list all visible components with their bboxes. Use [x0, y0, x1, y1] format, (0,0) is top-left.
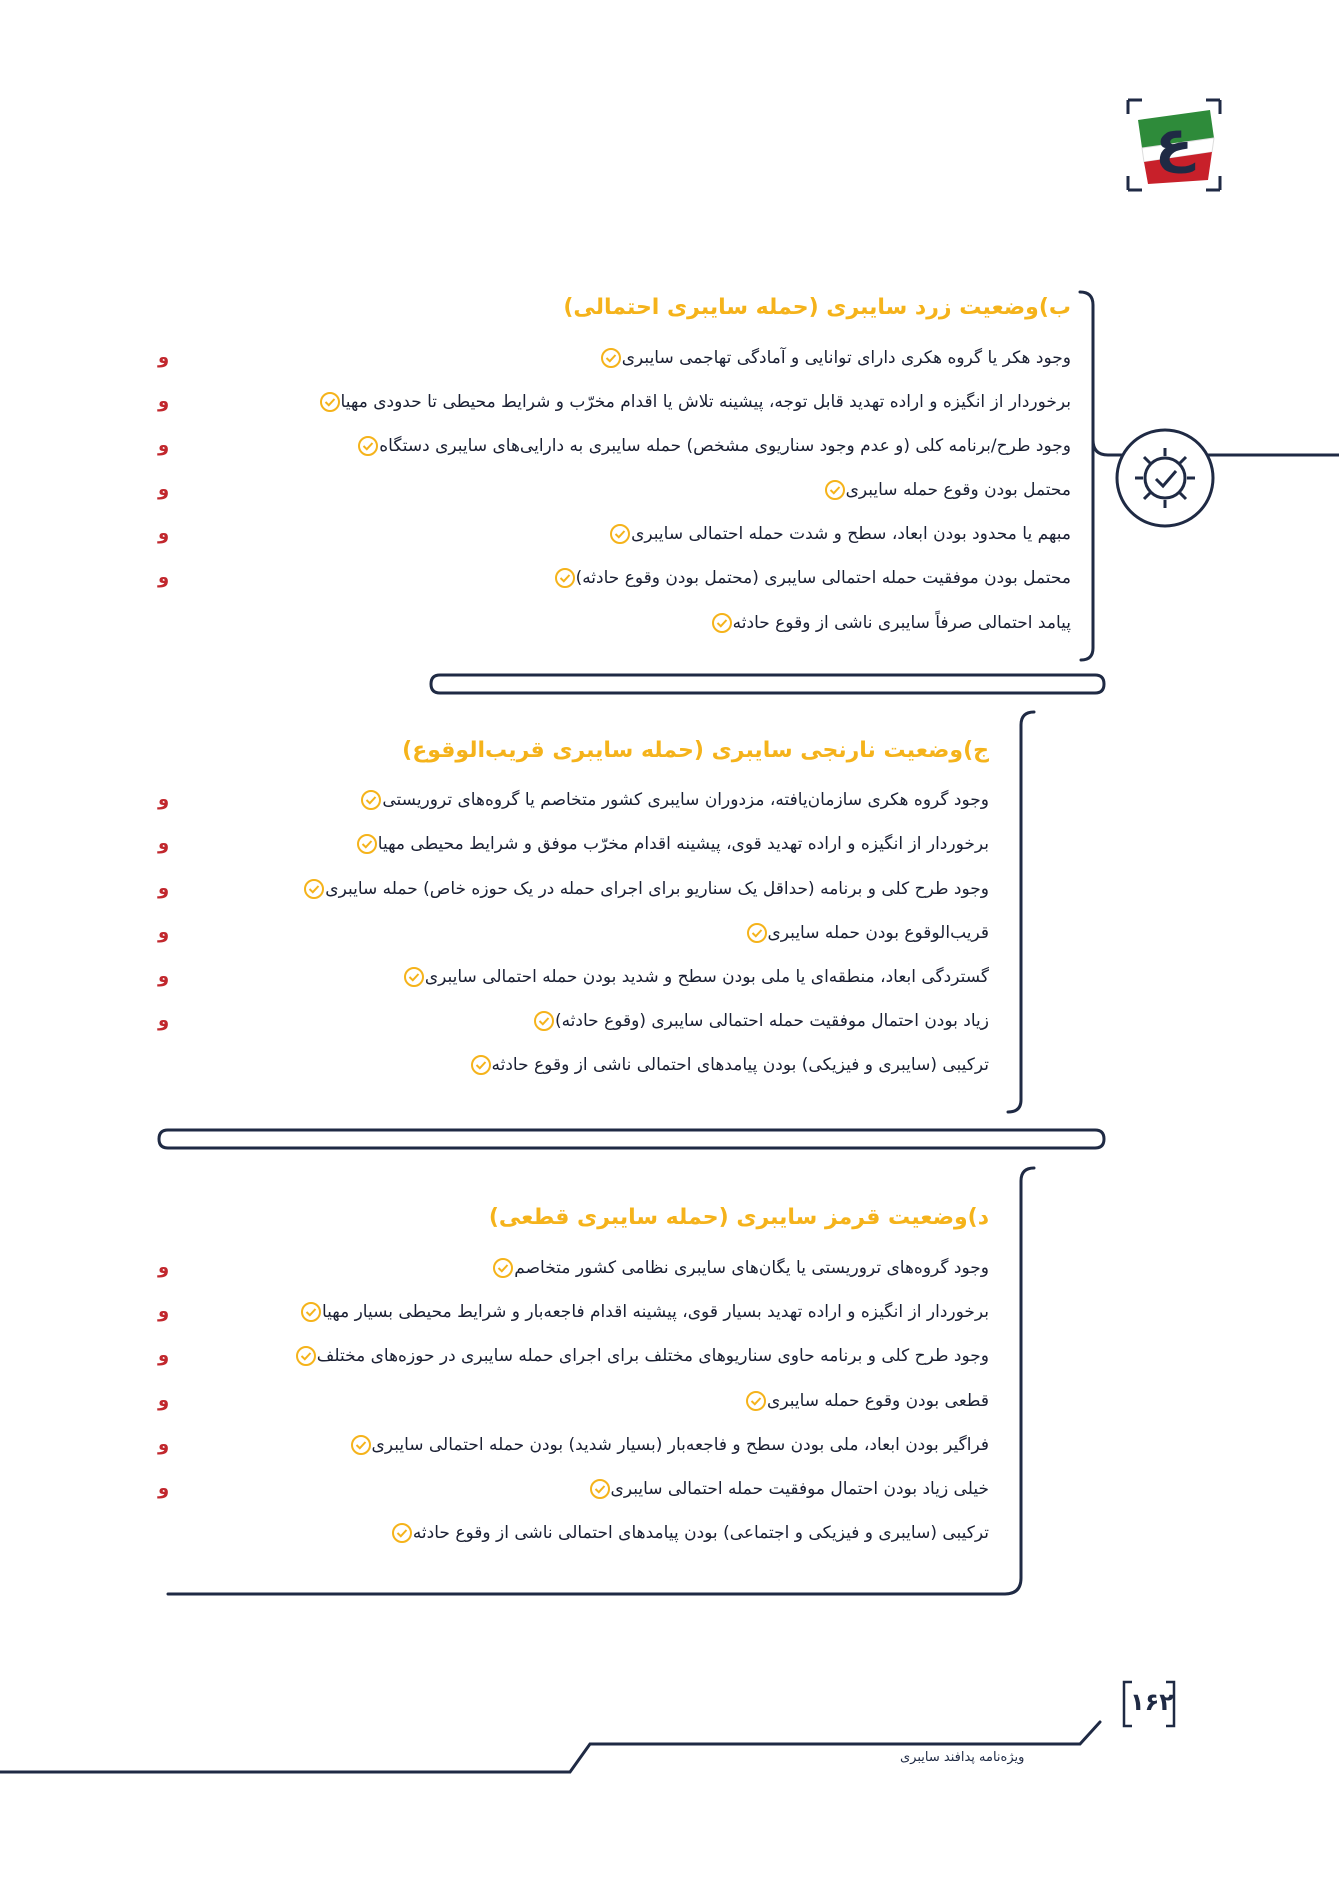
conjunction-label: و: [158, 789, 170, 810]
check-circle-icon: [360, 789, 382, 811]
conjunction-label: و: [158, 479, 170, 500]
list-item: برخوردار از انگیزه و اراده تهدید بسیار قوی، پیشینه اقدام فاجعه‌بار و شرایط محیطی بسیار مهیا: [290, 1297, 989, 1327]
list-item: وجود گروه هکری سازمان‌یافته، مزدوران سایبری کشور متخاصم یا گروه‌های تروریستی: [350, 785, 989, 815]
conjunction-label: و: [158, 1345, 170, 1366]
conjunction-label: و: [158, 1390, 170, 1411]
section-yellow-title: ب)وضعیت زرد سایبری (حمله سایبری احتمالی): [563, 295, 1071, 320]
list-item: پیامد احتمالی صرفاً سایبری ناشی از وقوع حادثه: [701, 608, 1071, 638]
check-circle-icon: [609, 523, 631, 545]
ghain-flag-logo-icon: [1128, 100, 1220, 190]
check-circle-icon: [554, 567, 576, 589]
list-item: محتمل بودن وقوع حمله سایبری: [814, 475, 1071, 505]
conjunction-label: و: [158, 1010, 170, 1031]
check-circle-icon: [824, 479, 846, 501]
list-item: خیلی زیاد بودن احتمال موفقیت حمله احتمالی سایبری: [579, 1474, 989, 1504]
list-item: مبهم یا محدود بودن ابعاد، سطح و شدت حمله احتمالی سایبری: [599, 519, 1071, 549]
conjunction-label: و: [158, 523, 170, 544]
check-circle-icon: [745, 1390, 767, 1412]
conjunction-label: و: [158, 1434, 170, 1455]
conjunction-label: و: [158, 966, 170, 987]
conjunction-label: و: [158, 435, 170, 456]
list-item: گستردگی ابعاد، منطقه‌ای یا ملی بودن سطح و شدید بودن حمله احتمالی سایبری: [393, 962, 989, 992]
list-item: برخوردار از انگیزه و اراده تهدید قوی، پیشینه اقدام مخرّب موفق و شرایط محیطی مهیا: [346, 829, 989, 859]
check-circle-icon: [391, 1522, 413, 1544]
conjunction-label: و: [158, 391, 170, 412]
list-item: محتمل بودن موفقیت حمله احتمالی سایبری (محتمل بودن وقوع حادثه): [544, 563, 1071, 593]
check-circle-icon: [303, 878, 325, 900]
section-orange-title: ج)وضعیت نارنجی سایبری (حمله سایبری قریب‌الوقوع): [402, 738, 989, 763]
svg-text:ع: ع: [1154, 109, 1194, 174]
conjunction-label: و: [158, 1478, 170, 1499]
list-item: فراگیر بودن ابعاد، ملی بودن سطح و فاجعه‌بار (بسیار شدید) بودن حمله احتمالی سایبری: [340, 1430, 989, 1460]
check-circle-icon: [319, 391, 341, 413]
conjunction-label: و: [158, 347, 170, 368]
check-circle-icon: [356, 833, 378, 855]
list-item: وجود گروه‌های تروریستی یا یگان‌های سایبری نظامی کشور متخاصم: [482, 1253, 989, 1283]
check-circle-icon: [470, 1054, 492, 1076]
conjunction-label: و: [158, 878, 170, 899]
check-circle-icon: [711, 612, 733, 634]
section-red-title: د)وضعیت قرمز سایبری (حمله سایبری قطعی): [488, 1205, 989, 1230]
list-item: برخوردار از انگیزه و اراده تهدید قابل توجه، پیشینه تلاش یا اقدام مخرّب و شرایط محیطی تا حدودی مهیا: [309, 387, 1071, 417]
list-item: ترکیبی (سایبری و فیزیکی و اجتماعی) بودن پیامدهای احتمالی ناشی از وقوع حادثه: [381, 1518, 989, 1548]
list-item: قریب‌الوقوع بودن حمله سایبری: [736, 918, 990, 948]
conjunction-label: و: [158, 922, 170, 943]
check-circle-icon: [746, 922, 768, 944]
check-circle-icon: [492, 1257, 514, 1279]
gear-check-icon: [1117, 430, 1213, 526]
list-item: وجود هکر یا گروه هکری دارای توانایی و آمادگی تهاجمی سایبری: [590, 343, 1071, 373]
footer-title: ویژه‌نامه پدافند سایبری: [900, 1750, 1025, 1765]
list-item: وجود طرح کلی و برنامه (حداقل یک سناریو برای اجرای حمله در یک حوزه خاص) حمله سایبری: [293, 874, 989, 904]
check-circle-icon: [357, 435, 379, 457]
page-number: ۱۶۲: [1130, 1688, 1174, 1716]
list-item: وجود طرح کلی و برنامه حاوی سناریوهای مختلف برای اجرای حمله سایبری در حوزه‌های مختلف: [285, 1341, 989, 1371]
list-item: ترکیبی (سایبری و فیزیکی) بودن پیامدهای احتمالی ناشی از وقوع حادثه: [460, 1050, 989, 1080]
conjunction-label: و: [158, 567, 170, 588]
check-circle-icon: [300, 1301, 322, 1323]
conjunction-label: و: [158, 1257, 170, 1278]
check-circle-icon: [533, 1010, 555, 1032]
check-circle-icon: [295, 1345, 317, 1367]
check-circle-icon: [589, 1478, 611, 1500]
conjunction-label: و: [158, 1301, 170, 1322]
check-circle-icon: [600, 347, 622, 369]
list-item: زیاد بودن احتمال موفقیت حمله احتمالی سایبری (وقوع حادثه): [523, 1006, 989, 1036]
check-circle-icon: [350, 1434, 372, 1456]
check-circle-icon: [403, 966, 425, 988]
list-item: وجود طرح/برنامه کلی (و عدم وجود سناریوی مشخص) حمله سایبری به دارایی‌های سایبری دستگاه: [347, 431, 1071, 461]
list-item: قطعی بودن وقوع حمله سایبری: [735, 1386, 989, 1416]
conjunction-label: و: [158, 833, 170, 854]
